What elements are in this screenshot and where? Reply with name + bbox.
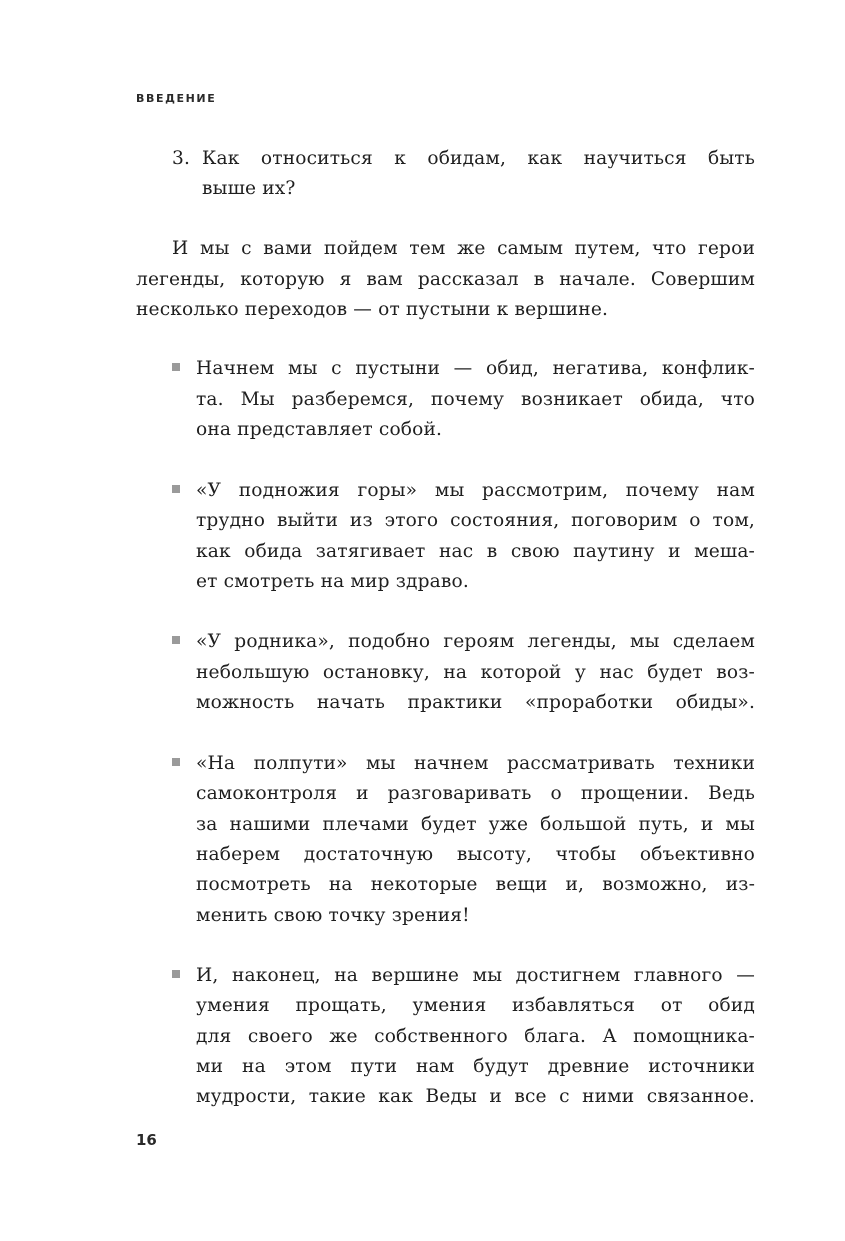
text-line: менить свою точку зрения! — [196, 905, 470, 926]
text-line: несколько переходов — от пустыни к вершине. — [136, 299, 609, 320]
text-line: как обида затягивает нас в свою паутину и меша- — [196, 541, 755, 562]
bullet-marker-icon — [172, 636, 180, 644]
text-line: трудно выйти из этого состояния, поговорим о том, — [196, 510, 755, 531]
text-line: мудрости, такие как Веды и все с ними связанное. — [196, 1086, 755, 1107]
text-line: небольшую остановку, на которой у нас будет воз- — [196, 662, 755, 683]
text-line: та. Мы разберемся, почему возникает обида, что — [196, 389, 755, 410]
text-line: «У родника», подобно героям легенды, мы сделаем — [196, 631, 755, 652]
text-line: выше их? — [202, 178, 296, 199]
text-line: Начнем мы с пустыни — обид, негатива, конфлик- — [196, 358, 755, 379]
text-line: самоконтроля и разговаривать о прощении. Ведь — [196, 783, 755, 804]
text-line: за нашими плечами будет уже большой путь, и мы — [196, 814, 755, 835]
text-line: умения прощать, умения избавляться от обид — [196, 995, 755, 1016]
text-line: наберем достаточную высоту, чтобы объективно — [196, 844, 755, 865]
bullet-marker-icon — [172, 758, 180, 766]
item-number: 3. — [172, 148, 191, 169]
bullet-marker-icon — [172, 363, 180, 371]
page-number: 16 — [136, 1131, 157, 1149]
text-line: ми на этом пути нам будут древние источники — [196, 1056, 755, 1077]
text-line: «У подножия горы» мы рассмотрим, почему нам — [196, 480, 755, 501]
text-line: посмотреть на некоторые вещи и, возможно, из- — [196, 874, 755, 895]
text-line: для своего же собственного блага. А помощника- — [196, 1026, 755, 1047]
text-line: ет смотреть на мир здраво. — [196, 571, 469, 592]
text-line: легенды, которую я вам рассказал в начале. Совершим — [136, 269, 755, 290]
text-line: И мы с вами пойдем тем же самым путем, что герои — [172, 238, 755, 259]
text-line: И, наконец, на вершине мы достигнем главного — — [196, 965, 755, 986]
running-head: ВВЕДЕНИЕ — [136, 92, 217, 105]
bullet-marker-icon — [172, 970, 180, 978]
text-line: можность начать практики «проработки обиды». — [196, 692, 755, 713]
text-line: Как относиться к обидам, как научиться быть — [202, 148, 755, 169]
bullet-marker-icon — [172, 485, 180, 493]
text-line: «На полпути» мы начнем рассматривать техники — [196, 753, 755, 774]
text-line: она представляет собой. — [196, 419, 443, 440]
